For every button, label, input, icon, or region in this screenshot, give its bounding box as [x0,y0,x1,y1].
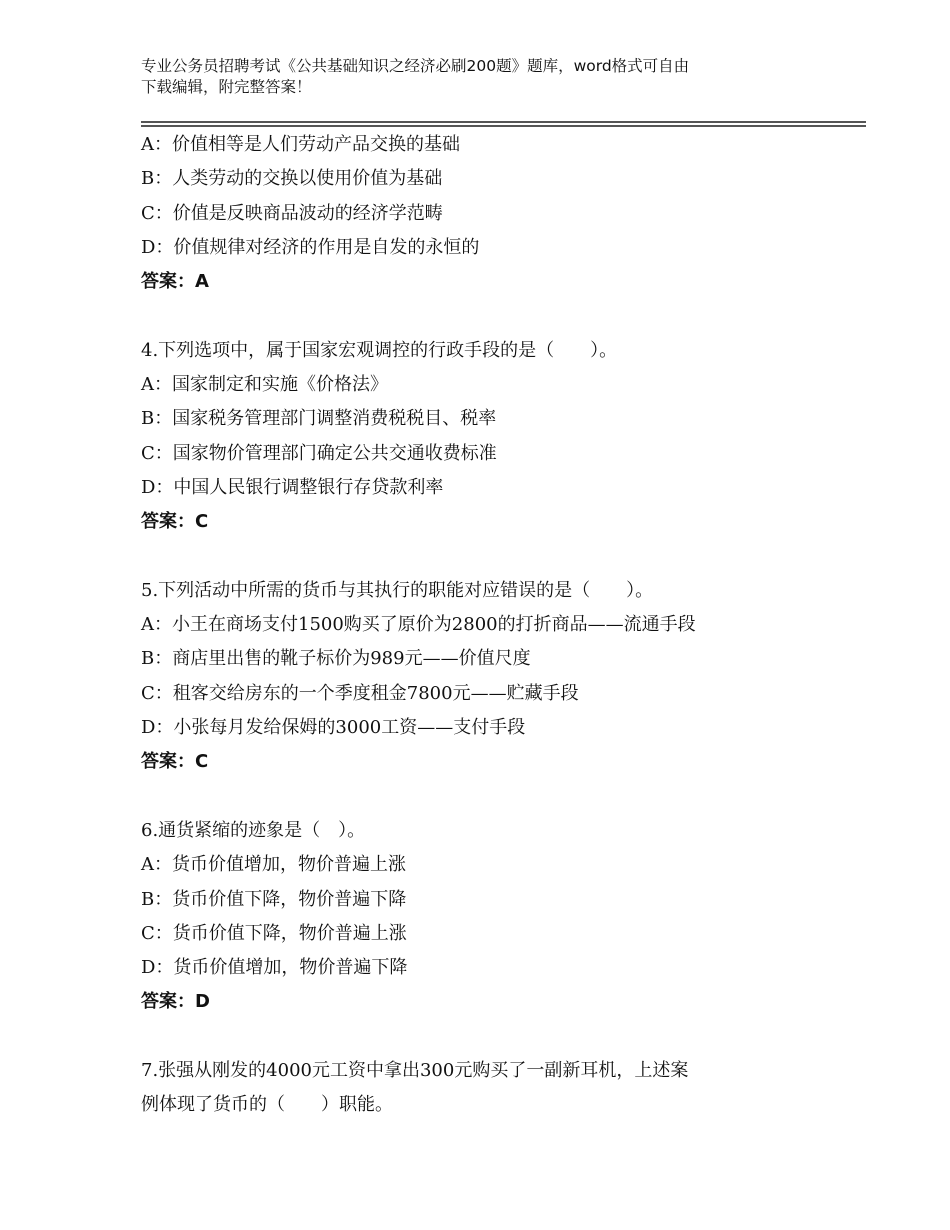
option-c: C：租客交给房东的一个季度租金7800元——贮藏手段 [141,682,579,704]
answer: 答案：C [141,511,209,533]
option-d: D：中国人民银行调整银行存贷款利率 [141,476,444,498]
question-stem-line-1: 7.张强从刚发的4000元工资中拿出300元购买了一副新耳机，上述案 [141,1060,689,1082]
question-list [141,128,841,1123]
option-b: B：人类劳动的交换以使用价值为基础 [141,168,443,190]
header-divider-bottom [141,125,866,127]
option-a: A：国家制定和实施《价格法》 [141,374,388,396]
spacer [141,780,841,814]
header-divider-top [141,121,866,123]
spacer [141,299,841,333]
question-stem: 5.下列活动中所需的货币与其执行的职能对应错误的是（ ）。 [141,579,654,601]
option-d: D：货币价值增加，物价普遍下降 [141,957,408,979]
option-a: A：小王在商场支付1500购买了原价为2800的打折商品——流通手段 [141,614,696,636]
answer: 答案：A [141,271,209,293]
question-stem-line-2: 例体现了货币的（ ）职能。 [141,1094,393,1116]
question-4-block [141,334,841,540]
option-a: A：货币价值增加，物价普遍上涨 [141,854,406,876]
option-b: B：商店里出售的靴子标价为989元——价值尺度 [141,648,531,670]
prev-question-block [141,128,841,299]
answer: 答案：C [141,751,209,773]
option-a: A：价值相等是人们劳动产品交换的基础 [141,134,460,155]
document-header [141,56,831,98]
option-d: D：小张每月发给保姆的3000工资——支付手段 [141,717,526,739]
spacer [141,540,841,574]
question-stem: 4.下列选项中，属于国家宏观调控的行政手段的是（ ）。 [141,339,618,361]
question-stem: 6.通货紧缩的迹象是（ ）。 [141,819,366,841]
option-c: C：价值是反映商品波动的经济学范畴 [141,202,443,224]
option-b: B：国家税务管理部门调整消费税税目、税率 [141,408,497,430]
question-5-block [141,574,841,780]
header-line-2: 下载编辑，附完整答案！ [141,78,312,96]
option-d: D：价值规律对经济的作用是自发的永恒的 [141,236,480,258]
spacer [141,1020,841,1054]
header-line-1: 专业公务员招聘考试《公共基础知识之经济必刷200题》题库，word格式可自由 [141,57,690,75]
option-c: C：国家物价管理部门确定公共交通收费标准 [141,442,497,464]
option-c: C：货币价值下降，物价普遍上涨 [141,922,407,944]
answer: 答案：D [141,991,210,1013]
question-6-block [141,814,841,1020]
option-b: B：货币价值下降，物价普遍下降 [141,888,407,910]
question-7-block [141,1054,841,1123]
